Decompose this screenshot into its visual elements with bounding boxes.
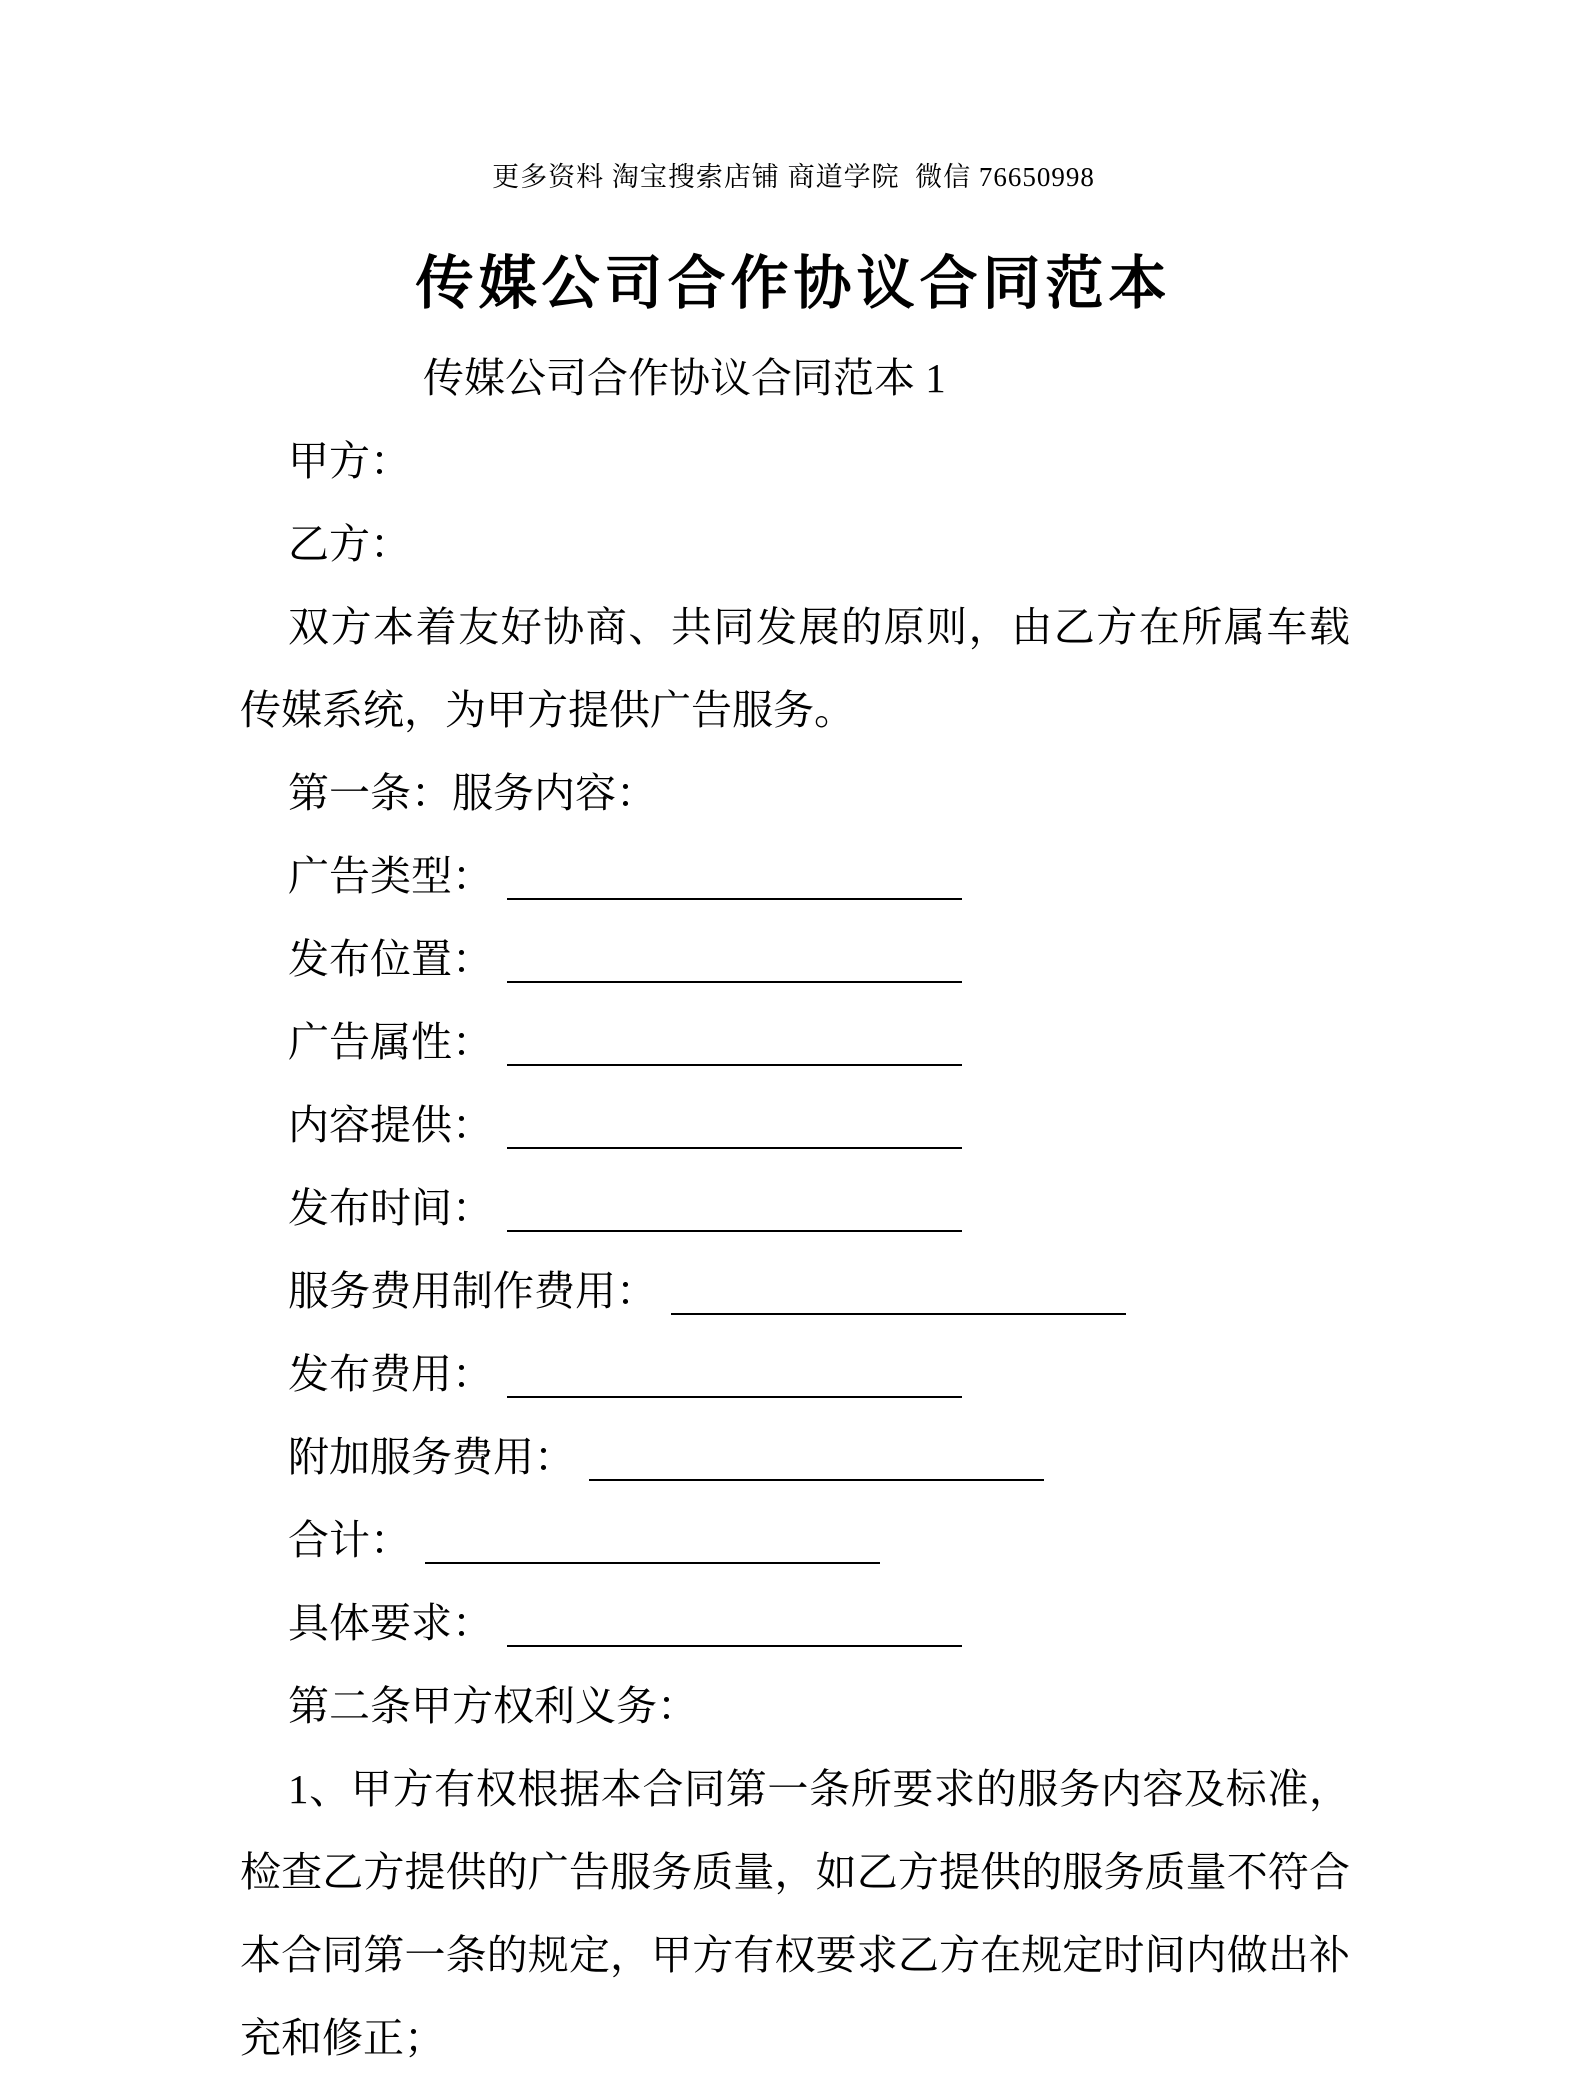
field-row-ad-type xyxy=(240,835,1350,918)
field-label: 发布费用： xyxy=(288,1351,493,1397)
field-label: 广告属性： xyxy=(288,1019,493,1065)
field-label: 内容提供： xyxy=(288,1102,493,1148)
field-label: 附加服务费用： xyxy=(288,1434,575,1480)
field-row-specific-requirements xyxy=(240,1582,1350,1665)
field-row-content-provider xyxy=(240,1084,1350,1167)
field-row-ad-attribute xyxy=(240,1001,1350,1084)
section1-heading: 第一条：服务内容： xyxy=(288,770,657,816)
fill-in-blank-line xyxy=(425,1521,880,1564)
section2-heading: 第二条甲方权利义务： xyxy=(288,1683,698,1729)
field-label: 发布位置： xyxy=(288,936,493,982)
party-a-line: 甲方： xyxy=(288,438,411,484)
fill-in-blank-line xyxy=(671,1272,1126,1315)
field-row-additional-service-fee xyxy=(240,1416,1350,1499)
fill-in-blank-line xyxy=(507,940,962,983)
fill-in-blank-line xyxy=(589,1438,1044,1481)
party-b-line: 乙方： xyxy=(288,521,411,567)
field-row-publish-fee xyxy=(240,1333,1350,1416)
document-body xyxy=(240,337,1350,2080)
field-row-total xyxy=(240,1499,1350,1582)
field-row-publish-time xyxy=(240,1167,1350,1250)
field-label: 广告类型： xyxy=(288,853,493,899)
promo-header-note: 更多资料 淘宝搜索店铺 商道学院 微信 76650998 xyxy=(492,162,1095,192)
fill-in-blank-line xyxy=(507,1604,962,1647)
field-label: 服务费用制作费用： xyxy=(288,1268,657,1314)
field-label: 发布时间： xyxy=(288,1185,493,1231)
field-label: 合计： xyxy=(288,1517,411,1563)
document-title: 传媒公司合作协议合同范本 xyxy=(415,251,1172,316)
clause-1-paragraph: 1、甲方有权根据本合同第一条所要求的服务内容及标准，检查乙方提供的广告服务质量，如乙方提供的服务质量不符合本合同第一条的规定，甲方有权要求乙方在规定时间内做出补充和修正； xyxy=(240,1766,1350,2061)
fill-in-blank-line xyxy=(507,1023,962,1066)
field-row-publish-position xyxy=(240,918,1350,1001)
document-subtitle: 传媒公司合作协议合同范本 1 xyxy=(423,355,946,401)
fill-in-blank-line xyxy=(507,857,962,900)
field-label: 具体要求： xyxy=(288,1600,493,1646)
fill-in-blank-line xyxy=(507,1106,962,1149)
fill-in-blank-line xyxy=(507,1355,962,1398)
intro-paragraph: 双方本着友好协商、共同发展的原则，由乙方在所属车载传媒系统，为甲方提供广告服务。 xyxy=(240,604,1350,733)
fill-in-blank-line xyxy=(507,1189,962,1232)
field-row-service-production-fee xyxy=(240,1250,1350,1333)
